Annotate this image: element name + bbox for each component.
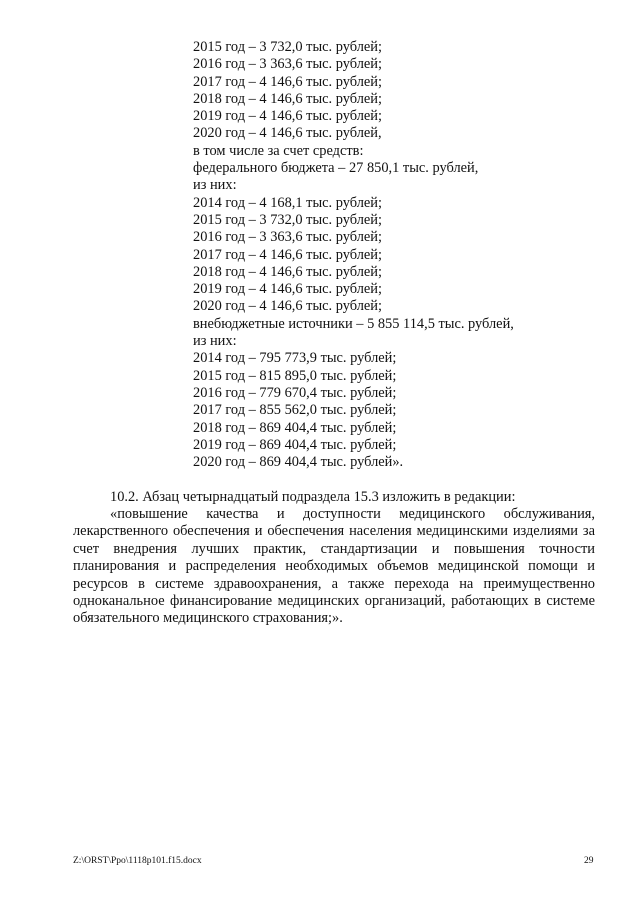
page-number: 29 [584, 856, 594, 866]
funding-line: 2020 год – 4 146,6 тыс. рублей, [193, 125, 382, 142]
funding-line: 2019 год – 4 146,6 тыс. рублей; [193, 281, 382, 298]
funding-line: внебюджетные источники – 5 855 114,5 тыс. рублей, [193, 315, 514, 332]
funding-line: 2016 год – 3 363,6 тыс. рублей; [193, 56, 382, 73]
funding-line: 2014 год – 4 168,1 тыс. рублей; [193, 194, 382, 211]
funding-line: 2015 год – 815 895,0 тыс. рублей; [193, 367, 397, 384]
funding-line: 2014 год – 795 773,9 тыс. рублей; [193, 350, 397, 367]
funding-line: федерального бюджета – 27 850,1 тыс. рублей, [193, 160, 479, 177]
funding-line: 2018 год – 4 146,6 тыс. рублей; [193, 263, 382, 280]
funding-line: 2016 год – 3 363,6 тыс. рублей; [193, 229, 382, 246]
funding-line: 2019 год – 4 146,6 тыс. рублей; [193, 108, 382, 125]
funding-line: 2019 год – 869 404,4 тыс. рублей; [193, 436, 397, 453]
funding-line: 2015 год – 3 732,0 тыс. рублей; [193, 39, 382, 55]
funding-line: из них: [193, 333, 237, 350]
funding-line: из них: [193, 177, 237, 194]
funding-line: 2018 год – 869 404,4 тыс. рублей; [193, 419, 397, 436]
funding-list [193, 39, 593, 471]
section-body: «повышение качества и доступности медицинского обслуживания, лекарственного обеспечения и обеспечения населения медицинскими изделиями за счет внедрения лучших практик, стандартизации и повышения точности планирования и распределения необходимых объемов медицинской помощи и ресурсов в системе здравоохранения, а также перехода на преимущественно одноканальное финансирование медицинских организаций, работающих в системе обязательного медицинского страхования;». [73, 506, 595, 627]
funding-line: 2017 год – 855 562,0 тыс. рублей; [193, 402, 397, 419]
funding-line: 2017 год – 4 146,6 тыс. рублей; [193, 73, 382, 90]
section-heading: 10.2. Абзац четырнадцатый подраздела 15.3 изложить в редакции: [110, 489, 516, 505]
funding-line: в том числе за счет средств: [193, 142, 364, 159]
funding-line: 2020 год – 869 404,4 тыс. рублей». [193, 454, 404, 471]
funding-line: 2020 год – 4 146,6 тыс. рублей; [193, 298, 382, 315]
footer-file-path: Z:\ORST\Ppo\1118p101.f15.docx [73, 856, 202, 866]
funding-line: 2015 год – 3 732,0 тыс. рублей; [193, 211, 382, 228]
funding-line: 2018 год – 4 146,6 тыс. рублей; [193, 90, 382, 107]
funding-line: 2017 год – 4 146,6 тыс. рублей; [193, 246, 382, 263]
funding-line: 2016 год – 779 670,4 тыс. рублей; [193, 384, 397, 401]
